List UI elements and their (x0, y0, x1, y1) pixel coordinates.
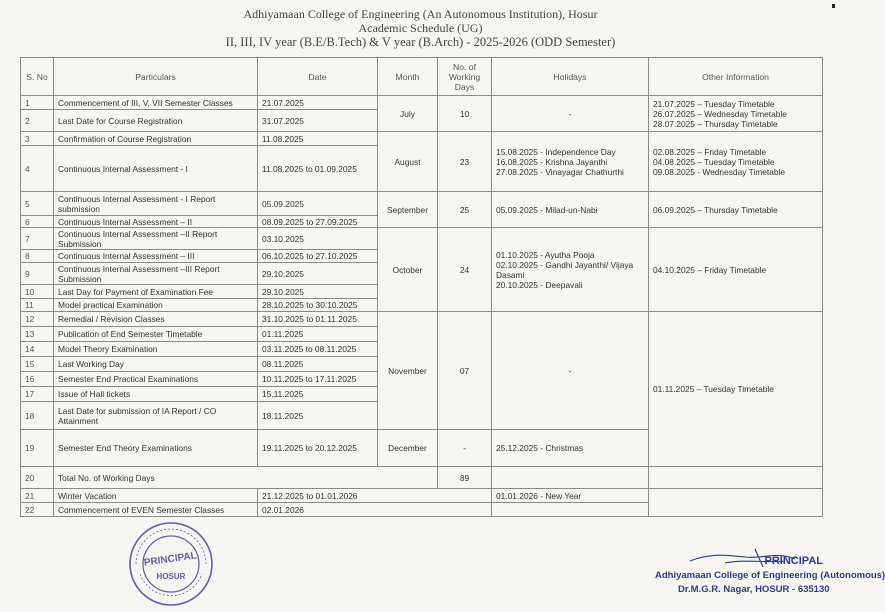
table-row (21, 312, 823, 327)
table-row (21, 228, 823, 250)
working-days-december: - (438, 430, 492, 467)
holiday-line: 02.10.2025 - Gandhi Jayanthi/ Vijaya Dasami (496, 259, 634, 280)
info-september: 06.09.2025 – Thursday Timetable (649, 192, 823, 228)
row-particulars: Total No. of Working Days (54, 467, 438, 489)
month-august: August (378, 132, 438, 192)
row-sno: 21 (21, 489, 54, 503)
holidays-november: - (492, 312, 649, 430)
row-date: 02.01.2026 (258, 503, 492, 517)
row-particulars: Remedial / Revision Classes (54, 312, 258, 327)
row-sno: 9 (21, 263, 54, 285)
row-sno: 19 (21, 430, 54, 467)
row-sno: 15 (21, 357, 54, 372)
holidays-october (492, 228, 649, 312)
row-particulars: Publication of End Semester Timetable (54, 327, 258, 342)
holidays-september: 05.09.2025 - Milad-un-Nabi (492, 192, 649, 228)
row-particulars: Issue of Hall tickets (54, 387, 258, 402)
schedule-title: Academic Schedule (UG) (358, 21, 483, 35)
working-days-november: 07 (438, 312, 492, 430)
row-sno: 10 (21, 285, 54, 299)
month-july: July (378, 96, 438, 132)
col-header-date: Date (258, 58, 378, 96)
row-date: 06.10.2025 to 27.10.2025 (258, 250, 378, 263)
row-particulars: Last Date for Course Registration (54, 110, 258, 132)
row-date: 21.12.2025 to 01.01.2026 (258, 489, 492, 503)
info-october: 04.10.2025 – Friday Timetable (649, 228, 823, 312)
row-particulars: Continuous Internal Assessment - I Report submission (54, 192, 258, 216)
info-line: 02.08.2025 – Friday Timetable (653, 146, 767, 157)
table-row (21, 96, 823, 110)
table-row (21, 192, 823, 216)
principal-signature-block (655, 547, 885, 607)
row-sno: 2 (21, 110, 54, 132)
row-sno: 11 (21, 299, 54, 312)
principal-label: PRINCIPAL (764, 555, 823, 567)
row-particulars: Model practical Examination (54, 299, 258, 312)
row-sno: 1 (21, 96, 54, 110)
empty-cell (649, 489, 823, 517)
row-particulars: Continuous Internal Assessment – III (54, 250, 258, 263)
month-september: September (378, 192, 438, 228)
row-particulars: Continuous Internal Assessment - I (54, 146, 258, 192)
holidays-winter: 01.01.2026 - New Year (492, 489, 649, 503)
row-sno: 7 (21, 228, 54, 250)
info-line: 28.07.2025 – Thursday Timetable (653, 118, 778, 129)
holidays-december: 25.12.2025 - Christmas (492, 430, 649, 467)
svg-text:PRINCIPAL: PRINCIPAL (143, 550, 198, 569)
row-date: 10.11.2025 to 17.11.2025 (258, 372, 378, 387)
row-sno: 18 (21, 402, 54, 430)
principal-seal (126, 519, 216, 609)
row-particulars: Semester End Practical Examinations (54, 372, 258, 387)
row-date: 18.11.2025 (258, 402, 378, 430)
empty-cell (492, 467, 649, 489)
row-date: 21.07.2025 (258, 96, 378, 110)
working-days-july: 10 (438, 96, 492, 132)
row-date: 15.11.2025 (258, 387, 378, 402)
row-date: 29.10.2025 (258, 263, 378, 285)
info-august (649, 132, 823, 192)
signature-college: Adhiyamaan College of Engineering (Autonomous) (655, 570, 885, 581)
holidays-august (492, 132, 649, 192)
row-particulars: Confirmation of Course Registration (54, 132, 258, 146)
row-particulars: Last Working Day (54, 357, 258, 372)
col-header-other-info: Other Information (649, 58, 823, 96)
row-particulars: Last Day for Payment of Examination Fee (54, 285, 258, 299)
table-row (21, 489, 823, 503)
working-days-october: 24 (438, 228, 492, 312)
row-particulars: Last Date for submission of IA Report / CO Attainment (54, 402, 258, 430)
row-sno: 20 (21, 467, 54, 489)
holiday-line: 20.10.2025 - Deepavali (496, 279, 583, 290)
row-particulars: Model Theory Examination (54, 342, 258, 357)
row-date: 03.10.2025 (258, 228, 378, 250)
row-date: 01.11.2025 (258, 327, 378, 342)
row-date: 31.07.2025 (258, 110, 378, 132)
row-particulars: Commencement of III, V, VII Semester Classes (54, 96, 258, 110)
row-date: 08.09.2025 to 27.09.2025 (258, 216, 378, 228)
row-particulars: Commencement of EVEN Semester Classes (54, 503, 258, 517)
row-date: 11.08.2025 (258, 132, 378, 146)
row-particulars: Continuous Internal Assessment –III Report Submission (54, 263, 258, 285)
info-line: 26.07.2025 – Wednesday Timetable (653, 108, 787, 119)
empty-cell (492, 503, 649, 517)
holiday-line: 27.08.2025 - Vinayagar Chathurthi (496, 166, 624, 177)
col-header-particulars: Particulars (54, 58, 258, 96)
working-days-september: 25 (438, 192, 492, 228)
row-date: 19.11.2025 to 20.12.2025 (258, 430, 378, 467)
row-sno: 17 (21, 387, 54, 402)
college-title: Adhiyamaan College of Engineering (An Autonomous Institution), Hosur (243, 7, 598, 21)
row-sno: 16 (21, 372, 54, 387)
table-row (21, 132, 823, 146)
info-line: 09.08.2025 - Wednesday Timetable (653, 166, 786, 177)
table-row (21, 467, 823, 489)
month-december: December (378, 430, 438, 467)
working-days-august: 23 (438, 132, 492, 192)
row-particulars: Winter Vacation (54, 489, 258, 503)
academic-schedule-table (20, 57, 823, 517)
row-sno: 4 (21, 146, 54, 192)
row-sno: 6 (21, 216, 54, 228)
month-november: November (378, 312, 438, 430)
holidays-july: - (492, 96, 649, 132)
row-particulars: Continuous Internal Assessment – II (54, 216, 258, 228)
row-date: 03.11.2025 to 08.11.2025 (258, 342, 378, 357)
table-header-row (21, 58, 823, 96)
row-date: 28.10.2025 to 30.10.2025 (258, 299, 378, 312)
holiday-line: 01.10.2025 - Ayutha Pooja (496, 249, 595, 260)
row-date: 11.08.2025 to 01.09.2025 (258, 146, 378, 192)
row-sno: 8 (21, 250, 54, 263)
row-sno: 13 (21, 327, 54, 342)
row-sno: 12 (21, 312, 54, 327)
row-particulars: Semester End Theory Examinations (54, 430, 258, 467)
empty-cell (649, 467, 823, 489)
row-date: 08.11.2025 (258, 357, 378, 372)
row-sno: 3 (21, 132, 54, 146)
col-header-working-days: No. of Working Days (438, 58, 492, 96)
row-date: 05.09.2025 (258, 192, 378, 216)
col-header-holidays: Holidays (492, 58, 649, 96)
row-sno: 5 (21, 192, 54, 216)
total-working-days: 89 (438, 467, 492, 489)
row-sno: 22 (21, 503, 54, 517)
svg-text:HOSUR: HOSUR (156, 572, 186, 581)
schedule-subtitle: II, III, IV year (B.E/B.Tech) & V year (B.Arch) - 2025-2026 (ODD Semester) (225, 35, 616, 49)
row-particulars: Continuous Internal Assessment –II Report Submission (54, 228, 258, 250)
row-date: 31.10.2025 to 01.11.2025 (258, 312, 378, 327)
month-october: October (378, 228, 438, 312)
col-header-sno: S. No (21, 58, 54, 96)
scan-mark (832, 4, 835, 8)
info-line: 21.07.2025 – Tuesday Timetable (653, 98, 775, 109)
holiday-line: 16.08.2025 - Krishna Jayanthi (496, 156, 608, 167)
holiday-line: 15.08.2025 - Independence Day (496, 146, 616, 157)
row-date: 29.10.2025 (258, 285, 378, 299)
col-header-month: Month (378, 58, 438, 96)
info-november: 01.11.2025 – Tuesday Timetable (649, 312, 823, 467)
signature-address: Dr.M.G.R. Nagar, HOSUR - 635130 (678, 584, 830, 595)
info-july (649, 96, 823, 132)
info-line: 04.08.2025 – Tuesday Timetable (653, 156, 775, 167)
row-sno: 14 (21, 342, 54, 357)
